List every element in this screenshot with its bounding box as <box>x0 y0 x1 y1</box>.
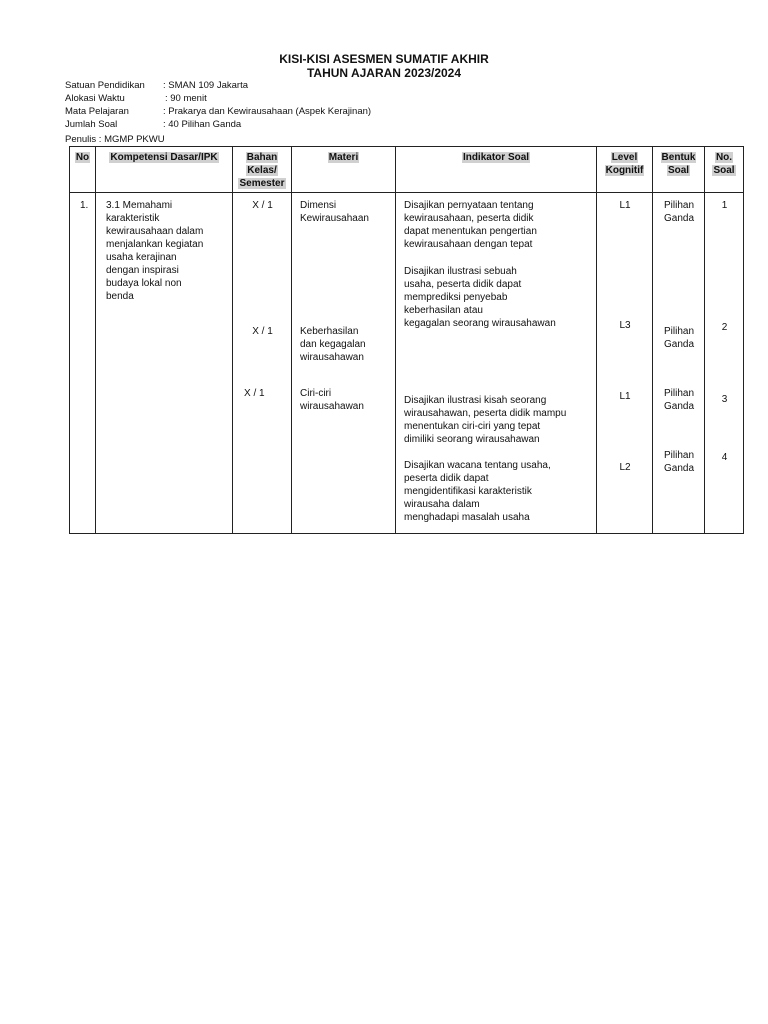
indikator-line: dapat menentukan pengertian <box>404 226 537 237</box>
meta-value: : 90 menit <box>165 93 207 104</box>
cell-nosoal <box>705 193 744 534</box>
meta-value: : 40 Pilihan Ganda <box>163 119 242 130</box>
kd-line: dengan inspirasi <box>106 265 179 276</box>
bentuk-value <box>653 387 705 413</box>
bahan-value: X / 1 <box>252 326 273 337</box>
materi-item <box>300 387 364 413</box>
table-row <box>70 193 744 534</box>
header-bentuk <box>653 147 705 193</box>
cell-no <box>70 193 96 534</box>
header-level-line: Kognitif <box>605 165 644 176</box>
meta-alokasi-waktu <box>65 93 207 105</box>
indikator-item <box>404 199 537 251</box>
header-bahan-line: Semester <box>239 178 285 189</box>
indikator-line: wirausaha dalam <box>404 499 480 510</box>
nosoal-value: 2 <box>721 322 728 333</box>
cell-indikator <box>396 193 597 534</box>
materi-item <box>300 199 369 225</box>
level-value: L2 <box>619 462 631 473</box>
bahan-value: X / 1 <box>244 388 265 399</box>
indikator-line: kegagalan seorang wirausahawan <box>404 318 556 329</box>
bentuk-line: Ganda <box>663 463 695 474</box>
header-nosoal <box>705 147 744 193</box>
header-indikator <box>396 147 597 193</box>
document-subtitle: TAHUN AJARAN 2023/2024 <box>306 66 462 80</box>
meta-satuan-pendidikan <box>65 80 248 92</box>
header-level <box>597 147 653 193</box>
bentuk-value <box>653 449 705 475</box>
indikator-line: Disajikan ilustrasi sebuah <box>404 266 517 277</box>
kd-line: menjalankan kegiatan <box>106 239 204 250</box>
cell-kd <box>96 193 233 534</box>
header-materi-label: Materi <box>328 152 359 163</box>
level-value: L1 <box>619 200 631 211</box>
bentuk-line: Ganda <box>663 339 695 350</box>
meta-value: : Prakarya dan Kewirausahaan (Aspek Kerajinan) <box>163 106 372 117</box>
header-no <box>70 147 96 193</box>
indikator-line: Disajikan pernyataan tentang <box>404 200 534 211</box>
header-kd <box>96 147 233 193</box>
indikator-line: kewirausahaan, peserta didik <box>404 213 534 224</box>
kd-line: 3.1 Memahami <box>106 200 173 211</box>
indikator-line: peserta didik dapat <box>404 473 489 484</box>
bentuk-value <box>653 199 705 225</box>
indikator-item <box>404 459 551 524</box>
indikator-line: Disajikan wacana tentang usaha, <box>404 460 551 471</box>
kd-line: karakteristik <box>106 213 160 224</box>
nosoal-value: 3 <box>721 394 728 405</box>
kd-line: usaha kerajinan <box>106 252 177 263</box>
header-bahan-line: Bahan <box>246 152 278 163</box>
bentuk-value <box>653 325 705 351</box>
indikator-line: menentukan ciri-ciri yang tepat <box>404 421 541 432</box>
cell-materi <box>292 193 396 534</box>
materi-line: Kewirausahaan <box>300 213 369 224</box>
document-title: KISI-KISI ASESMEN SUMATIF AKHIR <box>279 52 489 66</box>
materi-line: Keberhasilan <box>300 326 359 337</box>
indikator-line: mengidentifikasi karakteristik <box>404 486 532 497</box>
indikator-line: keberhasilan atau <box>404 305 483 316</box>
materi-line: Dimensi <box>300 200 337 211</box>
meta-jumlah-soal <box>65 119 241 131</box>
header-level-line: Level <box>611 152 638 163</box>
bentuk-line: Pilihan <box>663 326 695 337</box>
indikator-line: usaha, peserta didik dapat <box>404 279 522 290</box>
indikator-item <box>404 394 566 446</box>
indikator-line: kewirausahaan dengan tepat <box>404 239 533 250</box>
indikator-item <box>404 265 557 330</box>
materi-line: wirausahawan <box>300 352 364 363</box>
level-value: L3 <box>619 320 631 331</box>
meta-label: Jumlah Soal <box>65 119 118 130</box>
cell-level <box>597 193 653 534</box>
header-bentuk-line: Soal <box>667 165 690 176</box>
meta-value: : SMAN 109 Jakarta <box>163 80 249 91</box>
indikator-line: Disajikan ilustrasi kisah seorang <box>404 395 547 406</box>
nosoal-value: 4 <box>721 452 728 463</box>
bentuk-line: Pilihan <box>663 200 695 211</box>
bentuk-line: Pilihan <box>663 450 695 461</box>
table-header-row <box>70 147 744 193</box>
indikator-line: memprediksi penyebab <box>404 292 508 303</box>
indikator-line: wirausahawan, peserta didik mampu <box>404 408 567 419</box>
meta-penulis: Penulis : MGMP PKWU <box>65 134 165 145</box>
meta-label: Mata Pelajaran <box>65 106 129 117</box>
indikator-line: menghadapi masalah usaha <box>404 512 530 523</box>
materi-item <box>300 325 379 364</box>
kd-line: benda <box>106 291 134 302</box>
header-materi <box>292 147 396 193</box>
bentuk-line: Pilihan <box>663 388 695 399</box>
meta-mata-pelajaran <box>65 106 371 118</box>
header-no-label: No <box>75 152 90 163</box>
materi-line: wirausahawan <box>300 401 364 412</box>
kd-line: budaya lokal non <box>106 278 182 289</box>
materi-line: dan kegagalan <box>300 339 366 350</box>
header-bentuk-line: Bentuk <box>661 152 696 163</box>
level-value: L1 <box>619 391 631 402</box>
kisi-kisi-table <box>69 146 744 534</box>
cell-bahan <box>233 193 292 534</box>
meta-label: Alokasi Waktu <box>65 93 125 104</box>
row-number: 1. <box>80 200 89 211</box>
header-nosoal-line: Soal <box>713 165 735 176</box>
bentuk-line: Ganda <box>663 401 695 412</box>
cell-bentuk <box>653 193 705 534</box>
materi-line: Ciri-ciri <box>300 388 332 399</box>
bahan-value: X / 1 <box>252 200 273 211</box>
kd-text <box>106 199 231 303</box>
header-bahan <box>233 147 292 193</box>
header-bahan-line: Kelas/ <box>247 165 277 176</box>
indikator-line: dimiliki seorang wirausahawan <box>404 434 540 445</box>
kd-line: kewirausahaan dalam <box>106 226 204 237</box>
bentuk-line: Ganda <box>663 213 695 224</box>
header-kd-label: Kompetensi Dasar/IPK <box>110 152 218 163</box>
header-nosoal-line: No. <box>715 152 733 163</box>
header-indikator-label: Indikator Soal <box>462 152 530 163</box>
nosoal-value: 1 <box>721 200 728 211</box>
meta-label: Satuan Pendidikan <box>65 80 145 91</box>
